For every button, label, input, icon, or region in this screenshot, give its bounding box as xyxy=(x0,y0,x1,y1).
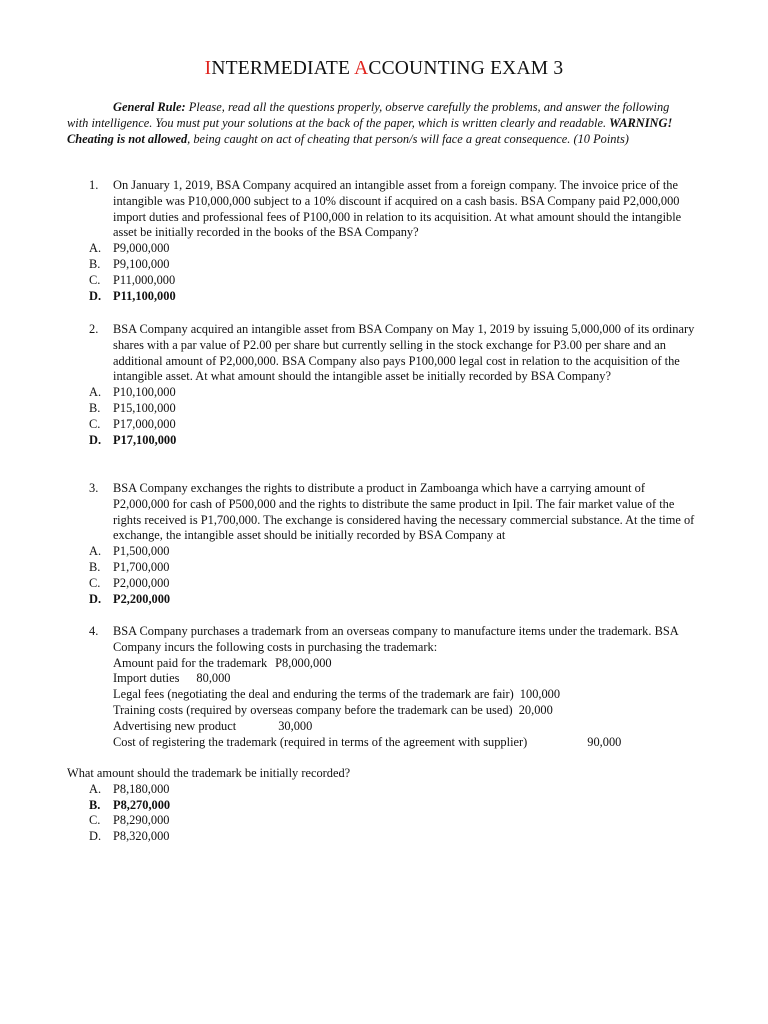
question-number: 2. xyxy=(89,322,99,336)
general-rule xyxy=(67,99,687,147)
title-word-intermediate: NTERMEDIATE xyxy=(211,58,355,79)
exam-title xyxy=(0,58,768,80)
cost-line: Training costs (required by overseas company before the trademark can be used) 20,000 xyxy=(113,702,553,717)
cost-line: Advertising new product 30,000 xyxy=(113,718,313,733)
option-a: A. P10,100,000 xyxy=(89,385,176,400)
general-rule-label: General Rule: xyxy=(113,100,186,114)
option-b-answer: B. P8,270,000 xyxy=(89,797,171,812)
option-b: B. P15,100,000 xyxy=(89,400,176,415)
title-initial-a: A xyxy=(354,58,369,79)
option-c: C. P2,000,000 xyxy=(89,575,170,590)
question-number: 3. xyxy=(89,481,99,495)
cost-line: Cost of registering the trademark (required in terms of the agreement with supplier) 90,000 xyxy=(113,734,622,749)
general-rule-text-2: , being caught on act of cheating that person/s will face a great consequence. (10 Points) xyxy=(187,132,629,146)
question-1 xyxy=(67,178,699,304)
cost-line: Amount paid for the trademark P8,000,000 xyxy=(113,655,332,670)
cost-line: Legal fees (negotiating the deal and enduring the terms of the trademark are fair) 100,000 xyxy=(113,687,561,702)
option-c: C. P17,000,000 xyxy=(89,416,176,431)
cost-line: Import duties 80,000 xyxy=(113,671,231,686)
question-2 xyxy=(67,322,699,448)
answer-options xyxy=(67,241,699,304)
title-initial-i: I xyxy=(204,58,212,79)
question-text: BSA Company exchanges the rights to distribute a product in Zamboanga which have a carrying amount of P2,000,000 for cash of P500,000 and the rights to distribute the same product in Ipil. The fair market value of the rights received is P1,700,000. The exchange is considered having the necessary commercial substance. At the time of exchange, the intangible asset should be initially recorded by BSA Company at xyxy=(113,481,695,543)
title-word-accounting: CCOUNTING EXAM 3 xyxy=(368,58,564,79)
question-4-followup xyxy=(67,766,699,845)
question-text: BSA Company purchases a trademark from an overseas company to manufacture items under the trademark. BSA Company incurs the following costs in purchasing the trademark: xyxy=(113,624,678,654)
answer-options xyxy=(67,782,699,845)
question-number: 4. xyxy=(89,624,99,638)
option-c: C. P11,000,000 xyxy=(89,272,176,287)
followup-text: What amount should the trademark be initially recorded? xyxy=(67,766,351,780)
question-4 xyxy=(67,624,699,750)
question-3 xyxy=(67,481,699,607)
option-a: A. P1,500,000 xyxy=(89,544,170,559)
option-d-answer: D. P17,100,000 xyxy=(89,432,177,447)
question-number: 1. xyxy=(89,178,99,192)
question-text: On January 1, 2019, BSA Company acquired an intangible asset from a foreign company. The invoice price of the intangible was P10,000,000 subject to a 10% discount if acquired on a cash basis. BSA Company paid P2,000,000 import duties and professional fees of P100,000 in relation to its acquisition. At what amount should the intangible asset be initially recorded in the books of the BSA Company? xyxy=(113,178,682,240)
option-b: B. P1,700,000 xyxy=(89,559,170,574)
warning-text: WARNING! Cheating is not allowed xyxy=(67,116,673,146)
cost-list xyxy=(67,656,699,751)
question-text: BSA Company acquired an intangible asset from BSA Company on May 1, 2019 by issuing 5,000,000 of its ordinary shares with a par value of P2.00 per share but currently selling in the stock exchange for P3.00 per share and an additional amount of P2,000,000. BSA Company also pays P100,000 legal cost in relation to the acquisition of the intangible asset. At what amount should the intangible asset be initially recorded by BSA Company? xyxy=(113,322,695,384)
option-d-answer: D. P11,100,000 xyxy=(89,288,176,303)
option-b: B. P9,100,000 xyxy=(89,256,170,271)
general-rule-text-1: Please, read all the questions properly, observe carefully the problems, and answer the following with intelligence. You must put your solutions at the back of the paper, which is written clearly and readable. xyxy=(67,100,670,130)
option-c: C. P8,290,000 xyxy=(89,813,170,828)
option-a: A. P8,180,000 xyxy=(89,781,170,796)
option-a: A. P9,000,000 xyxy=(89,241,170,256)
answer-options xyxy=(67,544,699,607)
option-d-answer: D. P2,200,000 xyxy=(89,591,171,606)
answer-options xyxy=(67,385,699,448)
option-d: D. P8,320,000 xyxy=(89,829,170,844)
